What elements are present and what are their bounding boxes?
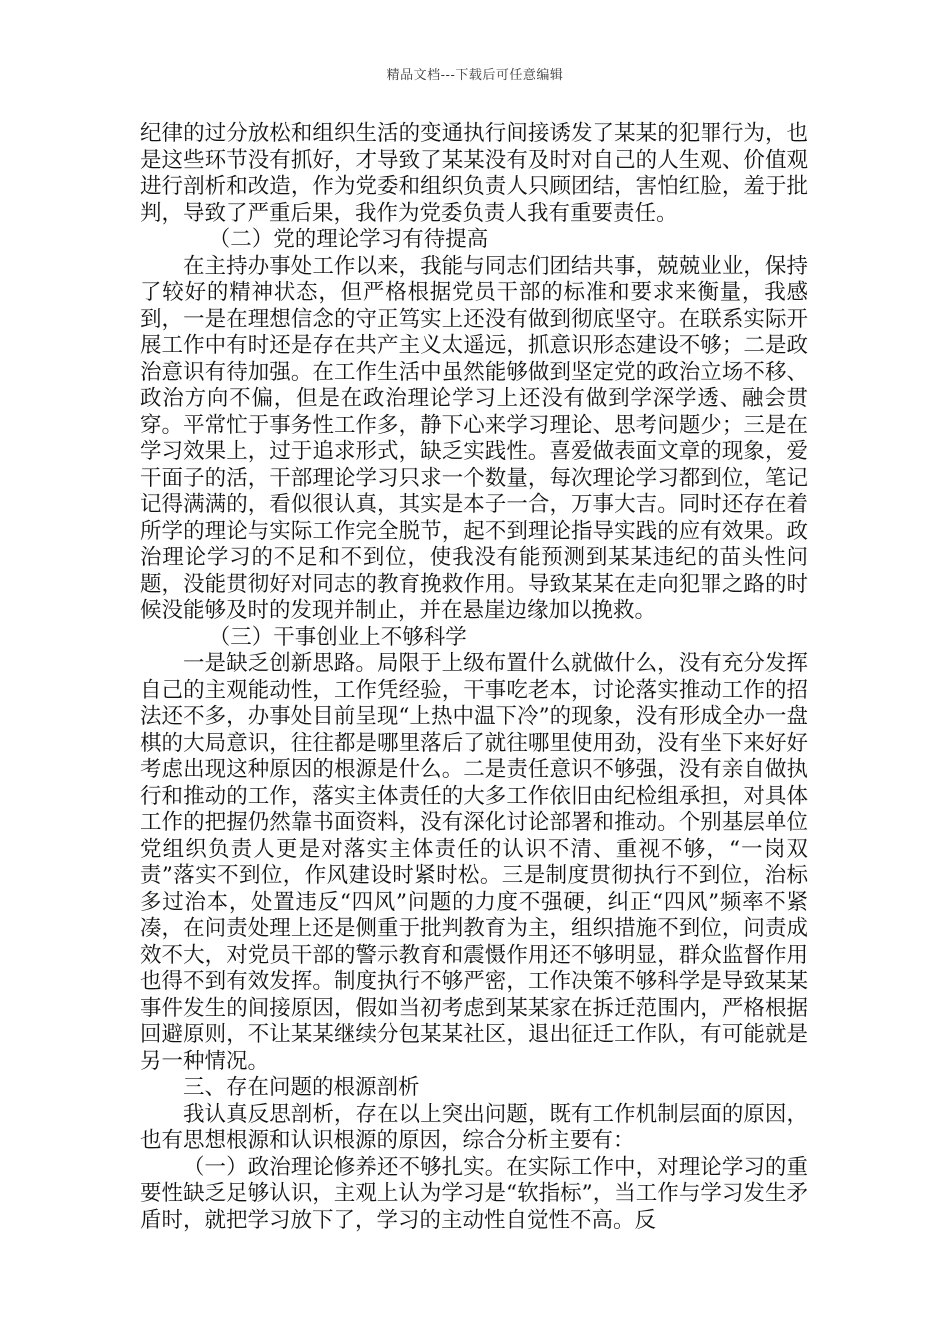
paragraph-theory-study: 在主持办事处工作以来，我能与同志们团结共事，兢兢业业，保持了较好的精神状态，但严格根据党员干部的标准和要求来衡量，我感到，一是在理想信念的守正笃实上还没有做到彻底坚守。在联系实际开展工作中有时还是存在共产主义太遥远，抓意识形态建设不够；二是政治意识有待加强。在工作生活中虽然能够做到坚定党的政治立场不移、政治方向不偏，但是在政治理论学习上还没有做到学深学透、融会贯穿。平常忙于事务性工作多，静下心来学习理论、思考问题少；三是在学习效果上，过于追求形式，缺乏实践性。喜爱做表面文章的现象，爱干面子的活，干部理论学习只求一个数量，每次理论学习都到位，笔记记得满满的，看似很认真，其实是本子一合，万事大吉。同时还存在着所学的理论与实际工作完全脱节，起不到理论指导实践的应有效果。政治理论学习的不足和不到位，使我没有能预测到某某违纪的苗头性问题，没能贯彻好对同志的教育挽救作用。导致某某在走向犯罪之路的时候没能够及时的发现并制止，并在悬崖边缘加以挽救。 xyxy=(140,253,808,623)
paragraph-root-cause-intro: 我认真反思剖析，存在以上突出问题，既有工作机制层面的原因，也有思想根源和认识根源的原因，综合分析主要有： xyxy=(140,1101,808,1153)
paragraph-work-science: 一是缺乏创新思路。局限于上级布置什么就做什么，没有充分发挥自己的主观能动性，工作凭经验，干事吃老本，讨论落实推动工作的招法还不多，办事处目前呈现“上热中温下冷”的现象，没有形成全办一盘棋的大局意识，往往都是哪里落后了就往哪里使用劲，没有坐下来好好考虑出现这种原因的根源是什么。二是责任意识不够强，没有亲自做执行和推动的工作，落实主体责任的大多工作依旧由纪检组承担，对具体工作的把握仍然靠书面资料，没有深化讨论部署和推动。个别基层单位党组织负责人更是对落实主体责任的认识不清、重视不够，“一岗双责”落实不到位，作风建设时紧时松。三是制度贯彻执行不到位，治标多过治本，处置违反“四风”问题的力度不强硬，纠正“四风”频率不紧凑，在问责处理上还是侧重于批判教育为主，组织措施不到位，问责成效不大，对党员干部的警示教育和震慑作用还不够明显，群众监督作用也得不到有效发挥。制度执行不够严密，工作决策不够科学是导致某某事件发生的间接原因，假如当初考虑到某某家在拆迁范围内，严格根据回避原则，不让某某继续分包某某社区，退出征迁工作队，有可能就是另一种情况。 xyxy=(140,651,808,1074)
page-header: 精品文档---下载后可任意编辑 xyxy=(386,68,564,83)
section-heading-work-science: （三）干事创业上不够科学 xyxy=(208,624,467,650)
section-heading-root-cause: 三、存在问题的根源剖析 xyxy=(183,1075,420,1100)
paragraph-continued: 纪律的过分放松和组织生活的变通执行间接诱发了某某的犯罪行为，也是这些环节没有抓好，才导致了某某没有及时对自己的人生观、价值观进行剖析和改造，作为党委和组织负责人只顾团结，害怕红脸，羞于批判，导致了严重后果，我作为党委负责人我有重要责任。 xyxy=(140,121,808,226)
paragraph-political-theory: （一）政治理论修养还不够扎实。在实际工作中，对理论学习的重要性缺乏足够认识，主观上认为学习是“软指标”，当工作与学习发生矛盾时，就把学习放下了，学习的主动性自觉性不高。反 xyxy=(140,1154,808,1233)
document-body xyxy=(140,121,808,1234)
section-heading-theory-study: （二）党的理论学习有待提高 xyxy=(208,227,489,252)
